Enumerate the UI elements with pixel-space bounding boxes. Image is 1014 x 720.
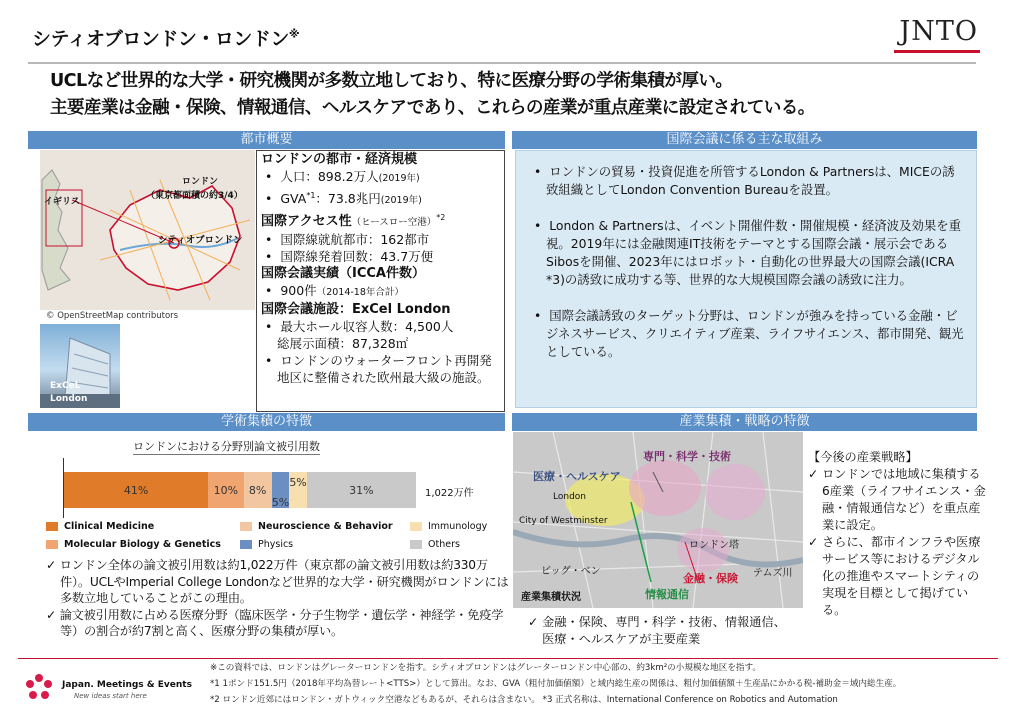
photo-caption: ExCeL London [50,381,88,404]
bar-segment-others [307,472,416,508]
legend-label: Molecular Biology & Genetics [64,539,221,550]
legend-item [410,539,460,550]
overview-venue-area: 総展示面積：87,328㎡ [277,336,409,352]
bar-label: 8% [248,483,267,497]
bar-label: 10% [213,483,239,497]
map-label-city: シティオブロンドン [158,235,243,246]
bar-segment-clinical-medicine [64,472,208,508]
footnote-1: ※この資料では、ロンドンはグレーターロンドンを指す。シティオブロンドンはグレーターロンドン中心部の、約3km²の小規模な地区を指す。 [210,663,762,673]
bar-label: 41% [123,483,149,497]
map-graphic [40,150,255,310]
legend-label: Clinical Medicine [64,521,155,532]
map-label-health: 医療・ヘルスケア [533,470,621,483]
map-label-london-en: London [553,492,586,502]
section-header-academic: 学術集積の特徴 [28,413,505,431]
map-label-thames: テムズ川 [753,568,793,579]
brand-tagline: New ideas start here [74,692,147,700]
intl-item-3: • 国際会議誘致のターゲット分野は、ロンドンが強みを持っている金融・ビジネスサービス、クリエイティブ産業、ライフサイエンス、都市開発、観光としている。 [534,308,964,359]
bar-label: 5% [271,495,290,509]
bar-segment-molecular-biology-genetics [208,472,243,508]
brand-name: Japan. Meetings & Events [62,680,192,690]
overview-heading-access: 国際アクセス性（ヒースロー空港）$^{*2}$ [261,213,446,230]
map-label-ict: 情報通信 [645,588,689,601]
legend-item [46,539,221,550]
legend-item [410,521,487,532]
legend-item [240,539,293,550]
section-header-overview: 都市概要 [28,131,505,149]
map-label-bigben: ビッグ・ベン [541,566,601,577]
legend-swatch [46,522,58,531]
strategy-item-2: ✓ さらに、都市インフラや医療サービス等におけるデジタル化の推進やスマートシティの実現を目標として掲げている。 [808,535,981,617]
overview-icca-count: • 900件（2014-18年合計） [265,283,404,299]
map-label-tower: ロンドン塔 [689,540,739,551]
map-title: 産業集積状況 [521,592,581,603]
industry-summary: ✓ 金融・保険、専門・科学・技術、情報通信、医療・ヘルスケアが主要産業 [528,615,786,646]
legend-swatch [240,522,252,531]
legend-swatch [240,540,252,549]
industry-strategy [808,449,988,619]
academic-item-2: ✓ 論文被引用数に占める医療分野（臨床医学・分子生物学・遺伝学・神経学・免疫学等）の割合が約7割と高く、医療分野の集積が厚い。 [46,607,504,638]
industry-map [513,432,803,608]
chart-total-label: 1,022万件 [425,488,474,499]
overview-heading-economy: ロンドンの都市・経済規模 [261,152,418,167]
headline-line-2: 主要産業は金融・保険、情報通信、ヘルスケアであり、これらの産業が重点産業に設定されている。 [50,98,815,118]
map-credit: © OpenStreetMap contributors [46,311,179,321]
legend-label: Others [428,539,460,550]
intl-item-1: • ロンドンの貿易・投資促進を所管するLondon & Partnersは、MICEの誘致組織としてLondon Convention Bureauを設置。 [534,164,955,197]
overview-population: • 人口：898.2万人(2019年) [265,169,420,184]
map-label-tech: 専門・科学・技術 [643,450,731,463]
strategy-item-1: ✓ ロンドンでは地域に集積する6産業（ライフサイエンス・金融・情報通信など）を重点産業に設定。 [808,467,986,532]
footnote-2: *1 1ポンド151.5円（2018年平均為替レート<TTS>）として算出。なお、GVA（粗付加価値額）と域内総生産の関係は、粗付加価値額＋生産品にかかる税-補助金＝域内総生産。 [210,679,902,689]
overview-venue-capacity: • 最大ホール収容人数：4,500人 [265,319,454,335]
legend-swatch [410,522,422,531]
overview-access-flights: • 国際線発着回数：43.7万便 [265,249,434,265]
map-label-uk: イギリス [44,197,80,207]
intl-item-2: • London & Partnersは、イベント開催件数・開催規模・経済波及効果を重視。2019年には金融関連IT技術をテーマとする国際会議・展示会であるSibosを開催、2023年にはロボット・自動化の世界最大の国際会議(ICRA *3)の誘致に成功する等、世界的な大規模国際会議の誘致に注力。 [534,218,962,287]
legend-label: Neuroscience & Behavior [258,521,393,532]
intl-initiatives [515,150,977,408]
legend-item [240,521,393,532]
map-label-london-note: （東京都面積の約3/4） [146,191,243,201]
map-label-london: ロンドン [182,177,219,187]
headline-line-1: UCLなど世界的な大学・研究機関が多数立地しており、特に医療分野の学術集積が厚い。 [50,71,733,91]
bar-segment-neuroscience-behavior [244,472,272,508]
bar-label: 31% [349,483,374,497]
jnto-logo: JNTO [899,16,978,47]
page-title: シティオブロンドン・ロンドン※ [32,27,300,50]
section-header-industry: 産業集積・戦略の特徴 [512,413,977,431]
overview-facts [256,150,505,412]
overview-access-cities: • 国際線就航都市：162都市 [265,232,430,248]
bar-segment-physics [272,472,290,508]
legend-swatch [46,540,58,549]
map-label-westminster: City of Westminster [519,516,608,526]
bar-label: 5% [289,475,307,489]
overview-heading-venue: 国際会議施設：ExCel London [261,302,451,318]
strategy-heading: 【今後の産業戦略】 [808,450,918,464]
stacked-bar [64,472,416,508]
headline [50,68,815,122]
map-label-finance: 金融・保険 [683,572,738,585]
bar-segment-immunology [289,472,307,508]
section-header-intl: 国際会議に係る主な取組み [512,131,977,149]
footnote-3: *2 ロンドン近郊にはロンドン・ガトウィック空港などもあるが、それらは含まない。 *3 正式名称は、International Conference on Robotics and Automation [210,695,838,705]
cherry-blossom-icon [22,670,56,704]
legend-label: Physics [258,539,294,550]
london-map [40,150,255,310]
chart-title: ロンドンにおける分野別論文被引用数 [133,440,320,453]
overview-gva: • GVA$^{*1}$：73.8兆円(2019年) [265,191,422,207]
academic-item-1: ✓ ロンドン全体の論文被引用数は約1,022万件（東京都の論文被引用数は約330万件）。UCLやImperial College Londonなど世界的な大学・研究機関がロンドンには多数立地していることがこの理由。 [46,558,509,605]
footnotes [210,660,901,708]
legend-swatch [410,540,422,549]
legend-item [46,521,154,532]
footer-divider [18,658,998,659]
excel-london-photo [40,324,120,408]
logo-underline [894,50,980,53]
overview-heading-icca: 国際会議実績（ICCA件数） [261,266,425,282]
header-divider [28,62,976,64]
overview-venue-desc: • ロンドンのウォーターフロント再開発地区に整備された欧州最大級の施設。 [265,353,492,386]
legend-label: Immunology [428,521,488,532]
academic-text [46,557,516,640]
